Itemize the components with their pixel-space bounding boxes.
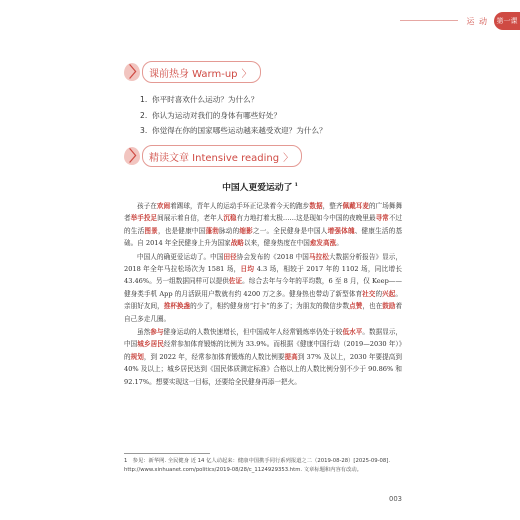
reading-title-pill xyxy=(142,145,302,167)
vocab-term: 沉稳 xyxy=(223,214,237,223)
warmup-title: 课前热身 Warm-up xyxy=(149,68,238,80)
paragraph-2: 中国人的确更爱运动了。中国田径协会发布的《2018 中国马拉松大数据分析报告》显示，2018 年全年马拉松场次为 1581 场，日均 4.3 场，相较于 2017 年的 1102 场，同比增长 43.46%。另一组数据同样可以提供佐证。综合去年与今年的平均数，6 至 8 月，仅 Keep——健身类手机 App 的月活跃用户数就有约 4200 万之多。健身热也带动了新型体育社交的兴起。亲朋好友间，推杯换盏的少了，相约健身房“打卡”的多了；为朋友的微信步数点赞，也在鼓励着自己多走几圈。 xyxy=(124,252,403,323)
vocab-term: 愈发高涨 xyxy=(309,239,337,248)
chevron-right-icon: 〉 xyxy=(283,152,294,164)
list-item xyxy=(140,123,400,139)
vocab-term: 马拉松 xyxy=(308,252,329,261)
paragraph-3: 虽然参与健身运动的人数快速增长，但中国成年人经常锻炼率仍处于较低水平。数据显示，中国城乡居民经常参加体育锻炼的比例为 33.9%。而根据《健康中国行动（2019—2030 年）》的规划，到 2022 年，经常参加体育锻炼的人数比例要提高到 37% 及以上，2030 年要提高到 40% 及以上；城乡居民达到《国民体质测定标准》合格以上的人数比例分别不少于 90.86% 和 92.17%。想要实现这一目标，还要给全民健身再添一把火。 xyxy=(124,328,403,386)
reading-title: 精读文章 Intensive reading xyxy=(149,152,280,164)
page-number: 003 xyxy=(389,495,402,503)
vocab-term: 缩影 xyxy=(239,226,253,235)
chapter-tab-chip: 第一课 xyxy=(494,12,520,30)
question-text: 你觉得在你的国家哪些运动越来越受欢迎？为什么？ xyxy=(152,126,327,135)
question-text: 你认为运动对我们的身体有哪些好处？ xyxy=(152,110,282,120)
vocab-term: 举手投足 xyxy=(130,214,158,223)
vocab-term: 蓬勃 xyxy=(205,226,220,235)
vocab-term: 寻常 xyxy=(375,214,389,223)
article-title xyxy=(0,180,520,193)
vocab-term: 战略 xyxy=(230,239,244,248)
list-item xyxy=(140,92,400,108)
reading-badge xyxy=(124,145,144,167)
vocab-term: 田径 xyxy=(223,252,237,261)
footnote-mark: 1 xyxy=(294,182,298,189)
warmup-questions xyxy=(140,92,400,139)
question-text: 你平时喜欢什么运动？为什么？ xyxy=(152,95,259,104)
chevron-right-icon: 〉 xyxy=(129,63,145,81)
vocab-term: 城乡居民 xyxy=(137,340,164,349)
vocab-term: 佐证 xyxy=(228,277,243,286)
vocab-term: 数据 xyxy=(309,202,323,210)
reading-section-header xyxy=(124,144,294,168)
vocab-term: 参与 xyxy=(150,328,164,337)
chapter-tab xyxy=(400,12,520,30)
question-number: 2. xyxy=(140,110,148,120)
vocab-term: 兴起 xyxy=(382,289,396,298)
chevron-right-icon: 〉 xyxy=(241,68,252,80)
vocab-term: 佩戴耳麦 xyxy=(342,202,369,210)
vocab-term: 增强体魄 xyxy=(327,226,355,235)
paragraph-1: 孩子在欢闹着踢球，青年人的运动手环正记录着今天的跑步数据，整齐佩戴耳麦的广场舞舞者举手投足间展示着自信，老年人沉稳有力地打着太极……这是现如今中国的夜晚里最寻常不过的生活图景，也是健康中国蓬勃脉动的缩影之一。全民健身是中国人增强体魄、健康生活的基础。自 2014 年全民健身上升为国家战略以来，健身热度在中国愈发高涨。 xyxy=(124,202,403,248)
vocab-term: 日均 xyxy=(240,265,255,274)
warmup-section-header xyxy=(124,60,252,84)
chevron-right-icon: 〉 xyxy=(129,147,145,165)
vocab-term: 点赞 xyxy=(349,302,363,311)
footnote: 1 参见：新华网. 全民健身 近 14 亿人动起来：健康中国携手同行系列报道之二（2019-08-28）[2025-09-08]. http://www.xinhuanet.com/politics/2019-08/28/c_1124929353.htm. 文章标题和内容有改动。 xyxy=(124,458,391,473)
chapter-tab-label: 运 动 xyxy=(458,16,494,27)
vocab-term: 规划 xyxy=(130,352,144,361)
vocab-term: 欢闹 xyxy=(156,202,171,210)
question-number: 3. xyxy=(140,126,148,135)
question-number: 1. xyxy=(140,95,148,104)
footnote-rule xyxy=(124,453,210,454)
warmup-badge xyxy=(124,61,144,83)
vocab-term: 推杯换盏 xyxy=(163,302,191,311)
list-item xyxy=(140,108,400,124)
vocab-term: 提高 xyxy=(284,352,298,361)
article-title-text: 中国人更爱运动了 xyxy=(222,183,293,193)
warmup-title-pill xyxy=(142,61,261,83)
vocab-term: 社交 xyxy=(362,289,376,298)
vocab-term: 鼓励 xyxy=(382,302,396,311)
vocab-term: 低水平 xyxy=(342,328,363,337)
article-body xyxy=(124,200,402,389)
vocab-term: 图景 xyxy=(144,226,158,235)
